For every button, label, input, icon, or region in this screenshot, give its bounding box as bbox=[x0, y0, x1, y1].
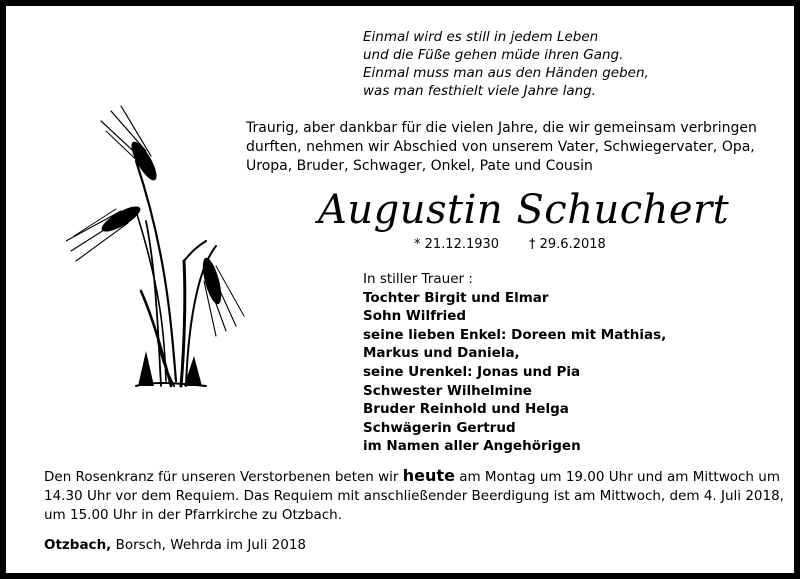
mourner-line: Tochter Birgit und Elmar bbox=[363, 289, 549, 306]
mourner-line: seine Urenkel: Jonas und Pia bbox=[363, 363, 581, 380]
mourner-line: Schwägerin Gertrud bbox=[363, 419, 516, 436]
service-text: Den Rosenkranz für unseren Verstorbenen beten wir bbox=[44, 469, 403, 485]
place-date bbox=[44, 536, 544, 555]
service-info bbox=[44, 466, 784, 525]
deceased-name: Augustin Schuchert bbox=[318, 187, 730, 233]
intro-line: Traurig, aber dankbar für die vielen Jahre, die wir gemeinsam verbringen bbox=[246, 120, 757, 136]
mourner-line: Markus und Daniela, bbox=[363, 345, 520, 362]
mourners-heading: In stiller Trauer : bbox=[363, 271, 473, 287]
poem-line: Einmal wird es still in jedem Leben bbox=[363, 29, 599, 45]
place-town: Otzbach, bbox=[44, 537, 112, 553]
mourner-line: Schwester Wilhelmine bbox=[363, 382, 532, 399]
service-line-2: 14.30 Uhr vor dem Requiem. Das Requiem mit anschließender Beerdigung ist am Mittwoch, dem 4. Juli 2018, bbox=[44, 488, 784, 504]
service-text: am Montag um 19.00 Uhr und am Mittwoch um bbox=[454, 469, 780, 485]
service-line-1 bbox=[44, 466, 784, 487]
service-line-3: um 15.00 Uhr in der Pfarrkirche zu Otzbach. bbox=[44, 507, 343, 523]
mourner-line: seine lieben Enkel: Doreen mit Mathias, bbox=[363, 326, 667, 343]
service-emphasis: heute bbox=[402, 466, 455, 485]
poem-line: und die Füße gehen müde ihren Gang. bbox=[363, 47, 624, 63]
poem bbox=[363, 28, 783, 100]
mourners-list bbox=[363, 270, 783, 456]
poem-line: was man festhielt viele Jahre lang. bbox=[363, 83, 597, 99]
intro-line: durften, nehmen wir Abschied von unserem Vater, Schwiegervater, Opa, bbox=[246, 139, 755, 155]
mourner-line: Sohn Wilfried bbox=[363, 308, 467, 325]
wheat-stalks-illustration bbox=[66, 101, 251, 401]
intro-line: Uropa, Bruder, Schwager, Onkel, Pate und Cousin bbox=[246, 158, 593, 174]
mourner-line: Bruder Reinhold und Helga bbox=[363, 401, 569, 418]
life-dates bbox=[414, 236, 754, 254]
mourner-line: im Namen aller Angehörigen bbox=[363, 438, 581, 455]
intro-text bbox=[246, 119, 766, 176]
birth-date: * 21.12.1930 bbox=[414, 237, 500, 252]
poem-line: Einmal muss man aus den Händen geben, bbox=[363, 65, 649, 81]
place-rest: Borsch, Wehrda im Juli 2018 bbox=[111, 537, 307, 553]
death-date: † 29.6.2018 bbox=[529, 237, 606, 252]
